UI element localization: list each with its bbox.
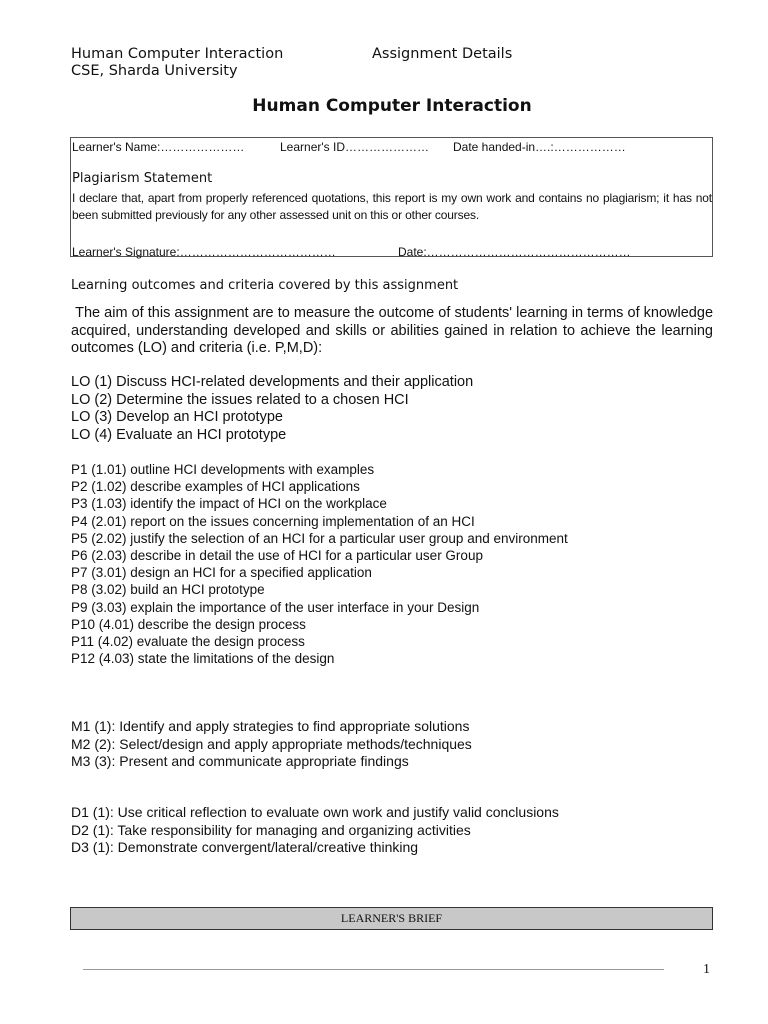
merit-criteria-list <box>71 718 472 771</box>
list-item: D3 (1): Demonstrate convergent/lateral/creative thinking <box>71 839 419 855</box>
list-item: P10 (4.01) describe the design process <box>71 616 306 632</box>
date-handed-in-field[interactable]: Date handed-in….:……………… <box>453 140 626 154</box>
list-item: P12 (4.03) state the limitations of the design <box>71 651 335 667</box>
footer-divider <box>83 969 664 970</box>
list-item: P1 (1.01) outline HCI developments with examples <box>71 462 375 477</box>
list-item: P6 (2.03) describe in detail the use of HCI for a particular user Group <box>71 548 483 564</box>
signature-date-field[interactable]: Date:…………………………………………… <box>398 245 631 259</box>
outcomes-heading: Learning outcomes and criteria covered by this assignment <box>71 278 459 293</box>
header-left <box>71 46 283 80</box>
learners-brief-banner: LEARNER'S BRIEF <box>70 907 713 930</box>
header-course: Human Computer Interaction <box>71 46 284 62</box>
list-item: D1 (1): Use critical reflection to evaluate own work and justify valid conclusions <box>71 804 559 820</box>
learner-id-field[interactable]: Learner's ID………………… <box>280 140 429 154</box>
plagiarism-heading: Plagiarism Statement <box>72 171 213 186</box>
pass-criteria-list <box>71 461 568 667</box>
header-department: CSE, Sharda University <box>71 63 238 79</box>
list-item: P5 (2.02) justify the selection of an HCI for a particular user group and environment <box>71 530 568 546</box>
list-item: LO (1) Discuss HCI-related developments and their application <box>71 374 474 390</box>
aim-paragraph <box>71 305 713 358</box>
list-item: M1 (1): Identify and apply strategies to find appropriate solutions <box>71 718 470 734</box>
list-item: P2 (1.02) describe examples of HCI applications <box>71 479 360 495</box>
distinction-criteria-list <box>71 804 559 857</box>
learner-signature-field[interactable]: Learner's Signature:………………………………… <box>72 245 336 259</box>
list-item: P11 (4.02) evaluate the design process <box>71 634 305 650</box>
declaration-box <box>70 137 713 257</box>
learning-outcomes-list <box>71 374 473 444</box>
learner-name-field[interactable]: Learner's Name:………………… <box>72 140 245 154</box>
list-item: LO (2) Determine the issues related to a chosen HCI <box>71 391 409 408</box>
list-item: LO (4) Evaluate an HCI prototype <box>71 426 287 443</box>
list-item: M3 (3): Present and communicate appropriate findings <box>71 753 409 769</box>
list-item: P4 (2.01) report on the issues concerning implementation of an HCI <box>71 513 475 529</box>
list-item: P9 (3.03) explain the importance of the user interface in your Design <box>71 599 480 615</box>
page-title: Human Computer Interaction <box>252 96 532 116</box>
plagiarism-statement: I declare that, apart from properly referenced quotations, this report is my own work and contains no plagiarism; it has not been submitted previously for any other assessed unit on this or other courses. <box>72 191 712 222</box>
aim-text: The aim of this assignment are to measure the outcome of students' learning in terms of knowledge acquired, understanding developed and skills or abilities gained in relation to achieve the learning outcomes (LO) and criteria (i.e. P,M,D): <box>71 305 714 356</box>
list-item: P8 (3.02) build an HCI prototype <box>71 582 265 598</box>
list-item: P7 (3.01) design an HCI for a specified application <box>71 565 372 581</box>
list-item: LO (3) Develop an HCI prototype <box>71 409 283 425</box>
page-number: 1 <box>703 962 710 977</box>
list-item: D2 (1): Take responsibility for managing and organizing activities <box>71 821 471 838</box>
list-item: M2 (2): Select/design and apply appropriate methods/techniques <box>71 735 472 752</box>
list-item: P3 (1.03) identify the impact of HCI on the workplace <box>71 496 387 512</box>
header-assignment-details: Assignment Details <box>372 46 513 62</box>
